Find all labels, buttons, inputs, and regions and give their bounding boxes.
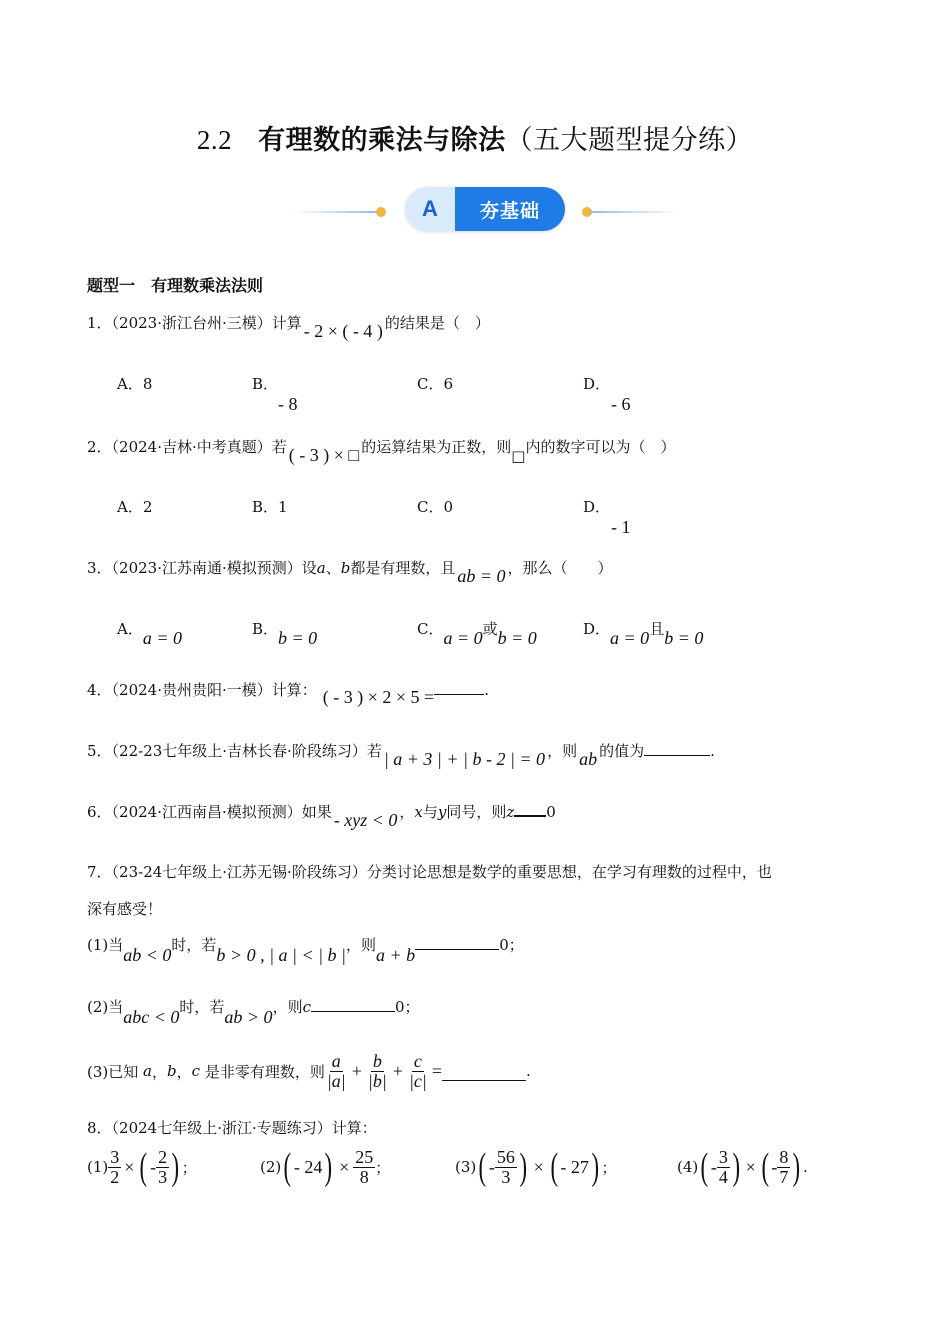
option-c: C．a = 0或b = 0 xyxy=(417,620,537,648)
page-title xyxy=(0,118,950,157)
question-8: 8．（2024七年级上·浙江·专题练习）计算： xyxy=(87,1119,377,1137)
option-c: C．0 xyxy=(417,498,454,516)
title-number: 2.2 xyxy=(196,125,233,155)
badge-letter: A xyxy=(405,187,455,231)
answer-blank xyxy=(415,935,499,950)
option-b: B．1 xyxy=(252,498,288,516)
decorative-dot-left xyxy=(376,207,386,217)
answer-blank xyxy=(644,741,710,756)
math-expression: ab xyxy=(579,749,598,769)
question-2: 2．（2024·吉林·中考真题）若 ( - 3 ) × □ 的运算结果为正数，则□内的数字可以为（ ） xyxy=(87,438,676,465)
answer-blank xyxy=(442,1062,526,1081)
fraction: $\frac{b}{|b|}$ xyxy=(367,1051,387,1091)
fraction: $\frac{a}{|a|}$ xyxy=(326,1051,346,1091)
question-3: 3．（2023·江苏南通·模拟预测）设a、b都是有理数，且 ab = 0 ，那么（ ） xyxy=(87,559,613,586)
option-b: B． - 8 xyxy=(252,375,298,414)
question-7-continued: 深有感受！ xyxy=(87,900,163,918)
option-d: D． - 6 xyxy=(583,375,631,414)
title-main: 有理数的乘法与除法 xyxy=(258,125,506,156)
fraction: $\frac{3}{4}$ xyxy=(718,1147,728,1187)
math-expression: ( - 3 ) × 2 × 5 = xyxy=(322,687,435,707)
option-d: D．a = 0且b = 0 xyxy=(583,620,704,648)
question-8-part-2: (2) ( - 24 ) × $\frac{25}{8}$ ； xyxy=(260,1146,391,1189)
question-8-part-1: (1) $\frac{3}{2}$ × ( - $\frac{2}{3}$ ) ； xyxy=(87,1146,197,1189)
fraction: $\frac{56}{3}$ xyxy=(496,1147,515,1187)
option-a: A．8 xyxy=(117,375,153,393)
fraction: $\frac{25}{8}$ xyxy=(355,1147,374,1187)
fraction: $\frac{3}{2}$ xyxy=(110,1147,120,1187)
question-7: 7．（23-24七年级上·江苏无锡·阶段练习）分类讨论思想是数学的重要思想，在学习有理数的过程中，也 xyxy=(87,863,772,881)
option-a: A．a = 0 xyxy=(117,620,182,648)
question-5: 5．（22-23七年级上·吉林长春·阶段练习）若 | a + 3 | + | b - 2 | = 0 ，则 ab 的值为 . xyxy=(87,742,715,769)
option-c: C．6 xyxy=(417,375,454,393)
question-source: （2023·浙江台州·三模）计算 xyxy=(111,314,302,332)
math-expression: | a + 3 | + | b - 2 | = 0 xyxy=(383,749,546,769)
section-title: 题型一 有理数乘法法则 xyxy=(87,276,264,295)
decorative-line-right xyxy=(590,211,678,213)
math-expression: ab = 0 xyxy=(457,566,506,586)
question-7-part-1: (1)当ab < 0时，若b > 0 , | a | < | b |，则a + b 0； xyxy=(87,936,524,965)
badge-text: 夯基础 xyxy=(455,187,565,231)
question-7-part-2: (2)当abc < 0时，若ab > 0，则c 0； xyxy=(87,998,420,1027)
title-subtitle: （五大题型提分练） xyxy=(505,125,754,156)
answer-blank xyxy=(514,801,546,817)
question-4: 4．（2024·贵州贵阳·一模）计算： ( - 3 ) × 2 × 5 = . xyxy=(87,681,489,707)
fraction: $\frac{8}{7}$ xyxy=(779,1147,789,1187)
question-6: 6．（2024·江西南昌·模拟预测）如果 - xyz < 0 ，x与y同号，则z 0 xyxy=(87,803,556,830)
fraction: $\frac{2}{3}$ xyxy=(158,1147,168,1187)
answer-blank xyxy=(434,680,484,695)
question-8-part-3: (3) ( - $\frac{56}{3}$ ) × ( - 27 ) ； xyxy=(455,1146,617,1189)
question-number: 1． xyxy=(87,314,112,332)
math-expression: ( - 3 ) × □ xyxy=(288,445,360,465)
level-badge xyxy=(405,187,565,231)
question-8-part-4: (4) ( - $\frac{3}{4}$ ) × ( - $\frac{8}{7}$ ) . xyxy=(677,1146,808,1189)
math-expression: - 2 × ( - 4 ) xyxy=(303,321,383,341)
option-a: A．2 xyxy=(117,498,153,516)
question-text: 的结果是（ ） xyxy=(384,314,490,332)
fraction: $\frac{c}{|c|}$ xyxy=(408,1051,427,1091)
option-d: D． - 1 xyxy=(583,498,631,537)
decorative-line-left xyxy=(292,211,378,213)
question-1 xyxy=(87,312,490,341)
option-b: B．b = 0 xyxy=(252,620,318,648)
empty-box: □ xyxy=(511,447,526,465)
question-7-part-3: (3)已知 a ， b ， c 是非零有理数，则 $\frac{a}{|a|}$ + $\frac{b}{|b|}$ + $\frac{c}{|c|}$ = . xyxy=(87,1051,531,1091)
answer-blank xyxy=(311,997,395,1012)
math-expression: - xyz < 0 xyxy=(333,810,398,830)
